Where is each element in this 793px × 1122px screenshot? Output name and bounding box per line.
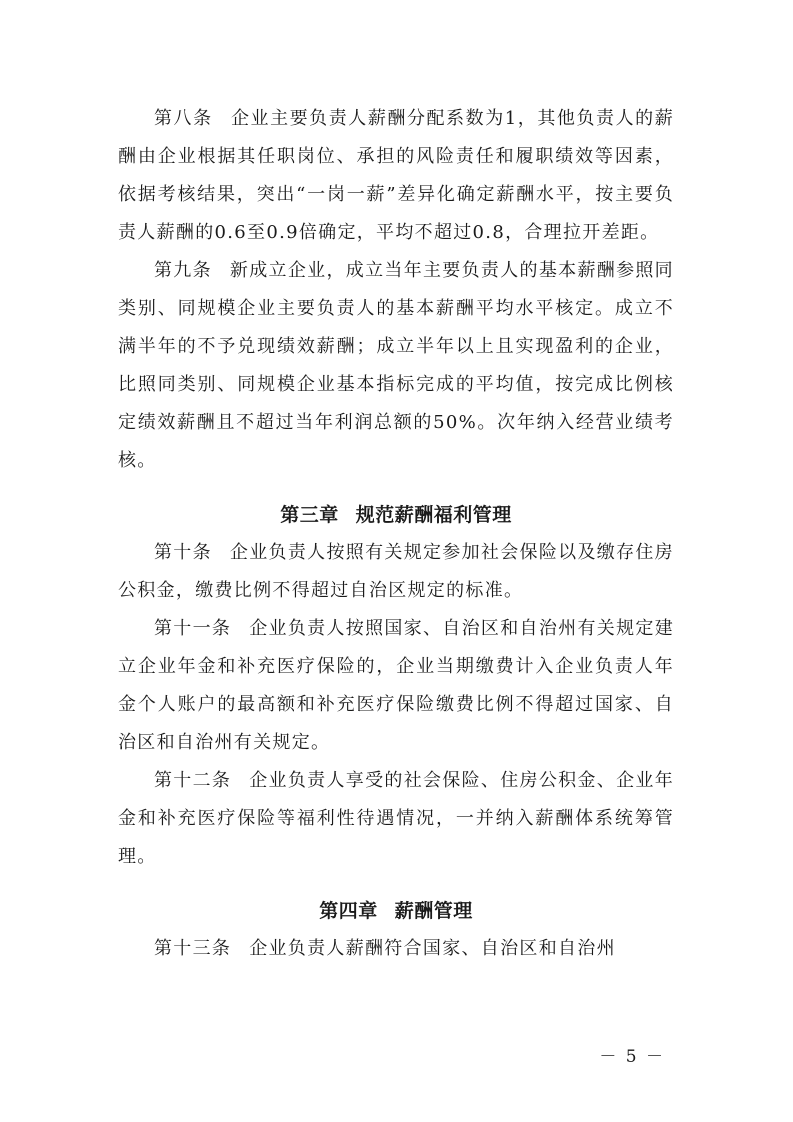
chapter-number: 第四章: [319, 900, 378, 922]
article-number: 第十二条: [154, 770, 232, 791]
article-number: 第十条: [154, 542, 212, 563]
article-9: [118, 252, 674, 480]
chapter-4-heading: [118, 892, 674, 930]
page-number: － 5 －: [599, 1047, 665, 1067]
article-10: [118, 534, 674, 610]
chapter-number: 第三章: [280, 504, 339, 526]
article-text: 企业负责人按照国家、自治区和自治州有关规定建立企业年金和补充医疗保险的，企业当期缴费计入企业负责人年金个人账户的最高额和补充医疗保险缴费比例不得超过国家、自治区和自治州有关规定。: [118, 618, 674, 753]
article-12: [118, 762, 674, 876]
article-11: [118, 610, 674, 762]
article-text: 企业负责人薪酬符合国家、自治区和自治州: [249, 938, 616, 959]
document-body: [118, 100, 674, 968]
chapter-title: 薪酬管理: [394, 900, 473, 922]
article-text: 新成立企业，成立当年主要负责人的基本薪酬参照同类别、同规模企业主要负责人的基本薪酬平均水平核定。成立不满半年的不予兑现绩效薪酬；成立半年以上且实现盈利的企业，比照同类别、同规模企业基本指标完成的平均值，按完成比例核定绩效薪酬且不超过当年利润总额的50%。次年纳入经营业绩考核。: [118, 260, 674, 471]
article-text: 企业负责人按照有关规定参加社会保险以及缴存住房公积金，缴费比例不得超过自治区规定的标准。: [118, 542, 674, 601]
chapter-title: 规范薪酬福利管理: [355, 504, 512, 526]
article-text: 企业负责人享受的社会保险、住房公积金、企业年金和补充医疗保险等福利性待遇情况，一并纳入薪酬体系统筹管理。: [118, 770, 674, 867]
article-text: 企业主要负责人薪酬分配系数为1，其他负责人的薪酬由企业根据其任职岗位、承担的风险责任和履职绩效等因素，依据考核结果，突出“一岗一薪”差异化确定薪酬水平，按主要负责人薪酬的0.6至0.9倍确定，平均不超过0.8，合理拉开差距。: [118, 108, 674, 243]
article-8: [118, 100, 674, 252]
article-number: 第八条: [154, 108, 213, 129]
article-13: [118, 930, 674, 968]
article-number: 第九条: [154, 260, 212, 281]
article-number: 第十三条: [154, 938, 232, 959]
chapter-3-heading: [118, 496, 674, 534]
article-number: 第十一条: [154, 618, 232, 639]
